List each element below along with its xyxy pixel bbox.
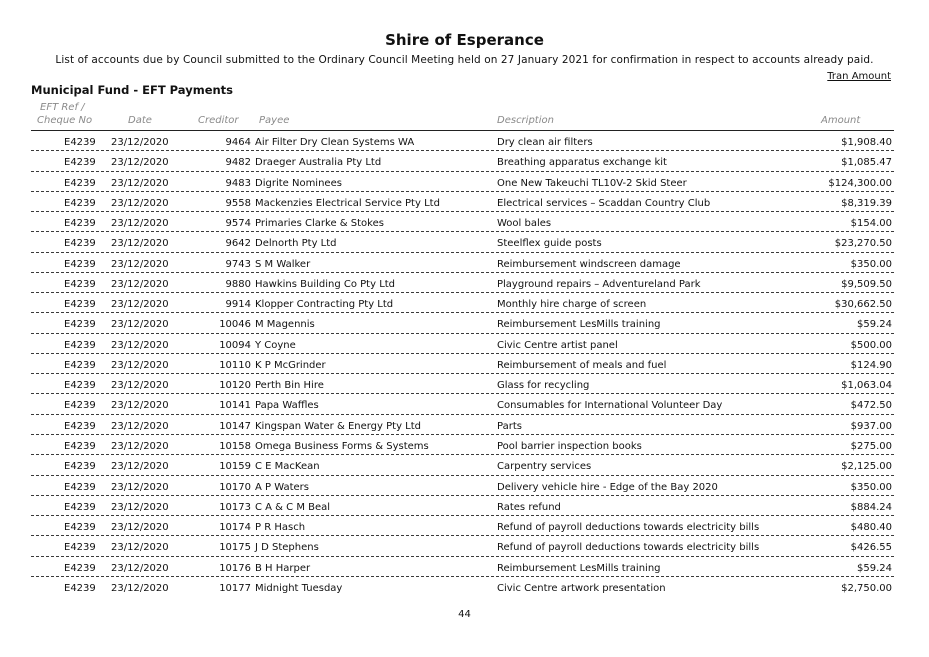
row-payee: Hawkins Building Co Pty Ltd: [255, 278, 396, 290]
row-description: Wool bales: [497, 218, 552, 230]
row-amount: $154.00: [850, 218, 892, 230]
table-row: [31, 354, 894, 374]
table-row: [31, 192, 894, 212]
row-creditor: 10158: [219, 440, 251, 452]
table-row: [31, 536, 894, 556]
row-eft-ref: E4239: [64, 197, 96, 209]
row-description: Consumables for International Volunteer Day: [497, 400, 723, 412]
row-description: Rates refund: [497, 501, 561, 513]
row-date: 23/12/2020: [111, 238, 169, 250]
row-payee: A P Waters: [255, 481, 309, 493]
row-description: Monthly hire charge of screen: [497, 299, 647, 311]
row-creditor: 10147: [219, 420, 251, 432]
row-date: 23/12/2020: [111, 157, 169, 169]
table-row: [31, 131, 894, 151]
table-row: [31, 172, 894, 192]
row-payee: Midnight Tuesday: [255, 582, 343, 594]
row-eft-ref: E4239: [64, 562, 96, 574]
row-creditor: 9482: [225, 157, 251, 169]
row-creditor: 10173: [219, 501, 251, 513]
row-amount: $2,750.00: [841, 582, 892, 594]
row-payee: B H Harper: [255, 562, 311, 574]
row-creditor: 9743: [225, 258, 251, 270]
row-description: Civic Centre artwork presentation: [497, 582, 666, 594]
row-eft-ref: E4239: [64, 319, 96, 331]
row-payee: M Magennis: [255, 319, 315, 331]
row-description: Delivery vehicle hire - Edge of the Bay 2020: [497, 481, 718, 493]
row-date: 23/12/2020: [111, 461, 169, 473]
row-eft-ref: E4239: [64, 339, 96, 351]
row-date: 23/12/2020: [111, 562, 169, 574]
row-description: Reimbursement LesMills training: [497, 319, 661, 331]
table-row: [31, 394, 894, 414]
row-creditor: 10176: [219, 562, 251, 574]
row-amount: $884.24: [850, 501, 892, 513]
row-payee: Primaries Clarke & Stokes: [255, 218, 384, 230]
row-amount: $500.00: [850, 339, 892, 351]
row-creditor: 9880: [225, 278, 251, 290]
row-amount: $59.24: [857, 319, 892, 331]
row-eft-ref: E4239: [64, 440, 96, 452]
row-creditor: 9642: [225, 238, 251, 250]
row-amount: $426.55: [850, 542, 892, 554]
row-date: 23/12/2020: [111, 481, 169, 493]
row-creditor: 9914: [225, 299, 251, 311]
row-amount: $9,509.50: [841, 278, 892, 290]
row-eft-ref: E4239: [64, 299, 96, 311]
row-creditor: 9464: [225, 137, 251, 148]
row-date: 23/12/2020: [111, 400, 169, 412]
table-row: [31, 374, 894, 394]
row-creditor: 10174: [219, 522, 251, 534]
row-amount: $1,063.04: [841, 380, 892, 392]
row-description: Pool barrier inspection books: [497, 440, 642, 452]
row-amount: $2,125.00: [841, 461, 892, 473]
row-amount: $350.00: [850, 258, 892, 270]
page-subtitle: List of accounts due by Council submitted to the Ordinary Council Meeting held on 27 January 2021 for confirmation in respect to accounts already paid.: [55, 54, 874, 66]
row-date: 23/12/2020: [111, 197, 169, 209]
row-payee: Air Filter Dry Clean Systems WA: [255, 137, 415, 148]
row-date: 23/12/2020: [111, 218, 169, 230]
row-payee: Klopper Contracting Pty Ltd: [255, 299, 394, 311]
row-eft-ref: E4239: [64, 542, 96, 554]
row-payee: S M Walker: [255, 258, 311, 270]
row-date: 23/12/2020: [111, 258, 169, 270]
row-payee: P R Hasch: [255, 522, 306, 534]
column-header-description: Description: [497, 115, 554, 126]
row-description: Reimbursement windscreen damage: [497, 258, 681, 270]
table-row: [31, 415, 894, 435]
tran-amount-label: Tran Amount: [827, 71, 891, 82]
row-description: One New Takeuchi TL10V-2 Skid Steer: [497, 177, 687, 189]
row-eft-ref: E4239: [64, 582, 96, 594]
table-row: [31, 273, 894, 293]
table-row: [31, 293, 894, 313]
row-creditor: 10177: [219, 582, 251, 594]
table-row: [31, 557, 894, 577]
row-payee: C A & C M Beal: [255, 501, 331, 513]
row-creditor: 10120: [219, 380, 251, 392]
row-description: Breathing apparatus exchange kit: [497, 157, 667, 169]
row-amount: $275.00: [850, 440, 892, 452]
row-date: 23/12/2020: [111, 177, 169, 189]
column-header-amount: Amount: [821, 115, 861, 126]
table-row: [31, 435, 894, 455]
row-amount: $480.40: [850, 522, 892, 534]
table-row: [31, 151, 894, 171]
row-eft-ref: E4239: [64, 157, 96, 169]
payments-table: [31, 131, 894, 597]
row-description: Reimbursement of meals and fuel: [497, 359, 667, 371]
table-row: [31, 496, 894, 516]
row-amount: $23,270.50: [834, 238, 892, 250]
table-row: [31, 577, 894, 597]
row-date: 23/12/2020: [111, 339, 169, 351]
row-eft-ref: E4239: [64, 522, 96, 534]
row-payee: Papa Waffles: [255, 400, 319, 412]
row-date: 23/12/2020: [111, 522, 169, 534]
row-date: 23/12/2020: [111, 319, 169, 331]
row-creditor: 10141: [219, 400, 251, 412]
row-date: 23/12/2020: [111, 542, 169, 554]
row-eft-ref: E4239: [64, 137, 96, 148]
row-date: 23/12/2020: [111, 440, 169, 452]
row-payee: Draeger Australia Pty Ltd: [255, 157, 382, 169]
row-amount: $124.90: [850, 359, 892, 371]
row-creditor: 10159: [219, 461, 251, 473]
row-description: Carpentry services: [497, 461, 592, 473]
row-creditor: 9574: [225, 218, 251, 230]
table-row: [31, 334, 894, 354]
column-header-date: Date: [128, 115, 152, 126]
column-header-eft-ref: EFT Ref /: [40, 102, 85, 113]
row-description: Electrical services – Scaddan Country Club: [497, 197, 711, 209]
row-description: Reimbursement LesMills training: [497, 562, 661, 574]
row-amount: $1,908.40: [841, 137, 892, 148]
table-row: [31, 516, 894, 536]
row-eft-ref: E4239: [64, 238, 96, 250]
row-date: 23/12/2020: [111, 299, 169, 311]
row-amount: $472.50: [850, 400, 892, 412]
row-date: 23/12/2020: [111, 359, 169, 371]
table-row: [31, 232, 894, 252]
row-eft-ref: E4239: [64, 359, 96, 371]
row-eft-ref: E4239: [64, 400, 96, 412]
row-creditor: 10094: [219, 339, 251, 351]
table-row: [31, 313, 894, 333]
row-amount: $8,319.39: [841, 197, 892, 209]
row-description: Steelflex guide posts: [497, 238, 602, 250]
row-amount: $59.24: [857, 562, 892, 574]
table-row: [31, 455, 894, 475]
row-payee: C E MacKean: [255, 461, 320, 473]
row-eft-ref: E4239: [64, 481, 96, 493]
row-creditor: 9558: [225, 197, 251, 209]
row-date: 23/12/2020: [111, 137, 169, 148]
row-eft-ref: E4239: [64, 258, 96, 270]
row-amount: $30,662.50: [834, 299, 892, 311]
row-amount: $1,085.47: [841, 157, 892, 169]
row-date: 23/12/2020: [111, 582, 169, 594]
row-description: Parts: [497, 420, 522, 432]
row-eft-ref: E4239: [64, 420, 96, 432]
column-header-creditor: Creditor: [198, 115, 239, 126]
page-title: Shire of Esperance: [385, 31, 544, 49]
row-payee: J D Stephens: [255, 542, 319, 554]
column-header-cheque-no: Cheque No: [37, 115, 93, 126]
row-eft-ref: E4239: [64, 218, 96, 230]
row-payee: Omega Business Forms & Systems: [255, 440, 429, 452]
row-eft-ref: E4239: [64, 461, 96, 473]
page-number: 44: [458, 609, 471, 620]
row-description: Civic Centre artist panel: [497, 339, 618, 351]
column-header-payee: Payee: [259, 115, 290, 126]
table-row: [31, 253, 894, 273]
fund-title: Municipal Fund - EFT Payments: [31, 83, 234, 97]
table-row: [31, 476, 894, 496]
row-description: Glass for recycling: [497, 380, 590, 392]
row-creditor: 9483: [225, 177, 251, 189]
row-creditor: 10046: [219, 319, 251, 331]
row-date: 23/12/2020: [111, 278, 169, 290]
row-payee: K P McGrinder: [255, 359, 326, 371]
row-description: Refund of payroll deductions towards electricity bills: [497, 542, 760, 554]
row-payee: Mackenzies Electrical Service Pty Ltd: [255, 197, 440, 209]
row-payee: Kingspan Water & Energy Pty Ltd: [255, 420, 422, 432]
row-creditor: 10175: [219, 542, 251, 554]
row-date: 23/12/2020: [111, 380, 169, 392]
row-description: Dry clean air filters: [497, 137, 593, 148]
table-row: [31, 212, 894, 232]
row-eft-ref: E4239: [64, 177, 96, 189]
row-eft-ref: E4239: [64, 501, 96, 513]
row-eft-ref: E4239: [64, 380, 96, 392]
row-amount: $937.00: [850, 420, 892, 432]
row-eft-ref: E4239: [64, 278, 96, 290]
row-payee: Y Coyne: [255, 339, 296, 351]
row-amount: $350.00: [850, 481, 892, 493]
row-description: Refund of payroll deductions towards electricity bills: [497, 522, 760, 534]
row-amount: $124,300.00: [828, 177, 892, 189]
row-payee: Perth Bin Hire: [255, 380, 324, 392]
row-payee: Delnorth Pty Ltd: [255, 238, 337, 250]
row-creditor: 10110: [219, 359, 251, 371]
row-payee: Digrite Nominees: [255, 177, 342, 189]
row-date: 23/12/2020: [111, 420, 169, 432]
row-date: 23/12/2020: [111, 501, 169, 513]
row-creditor: 10170: [219, 481, 251, 493]
row-description: Playground repairs – Adventureland Park: [497, 278, 701, 290]
